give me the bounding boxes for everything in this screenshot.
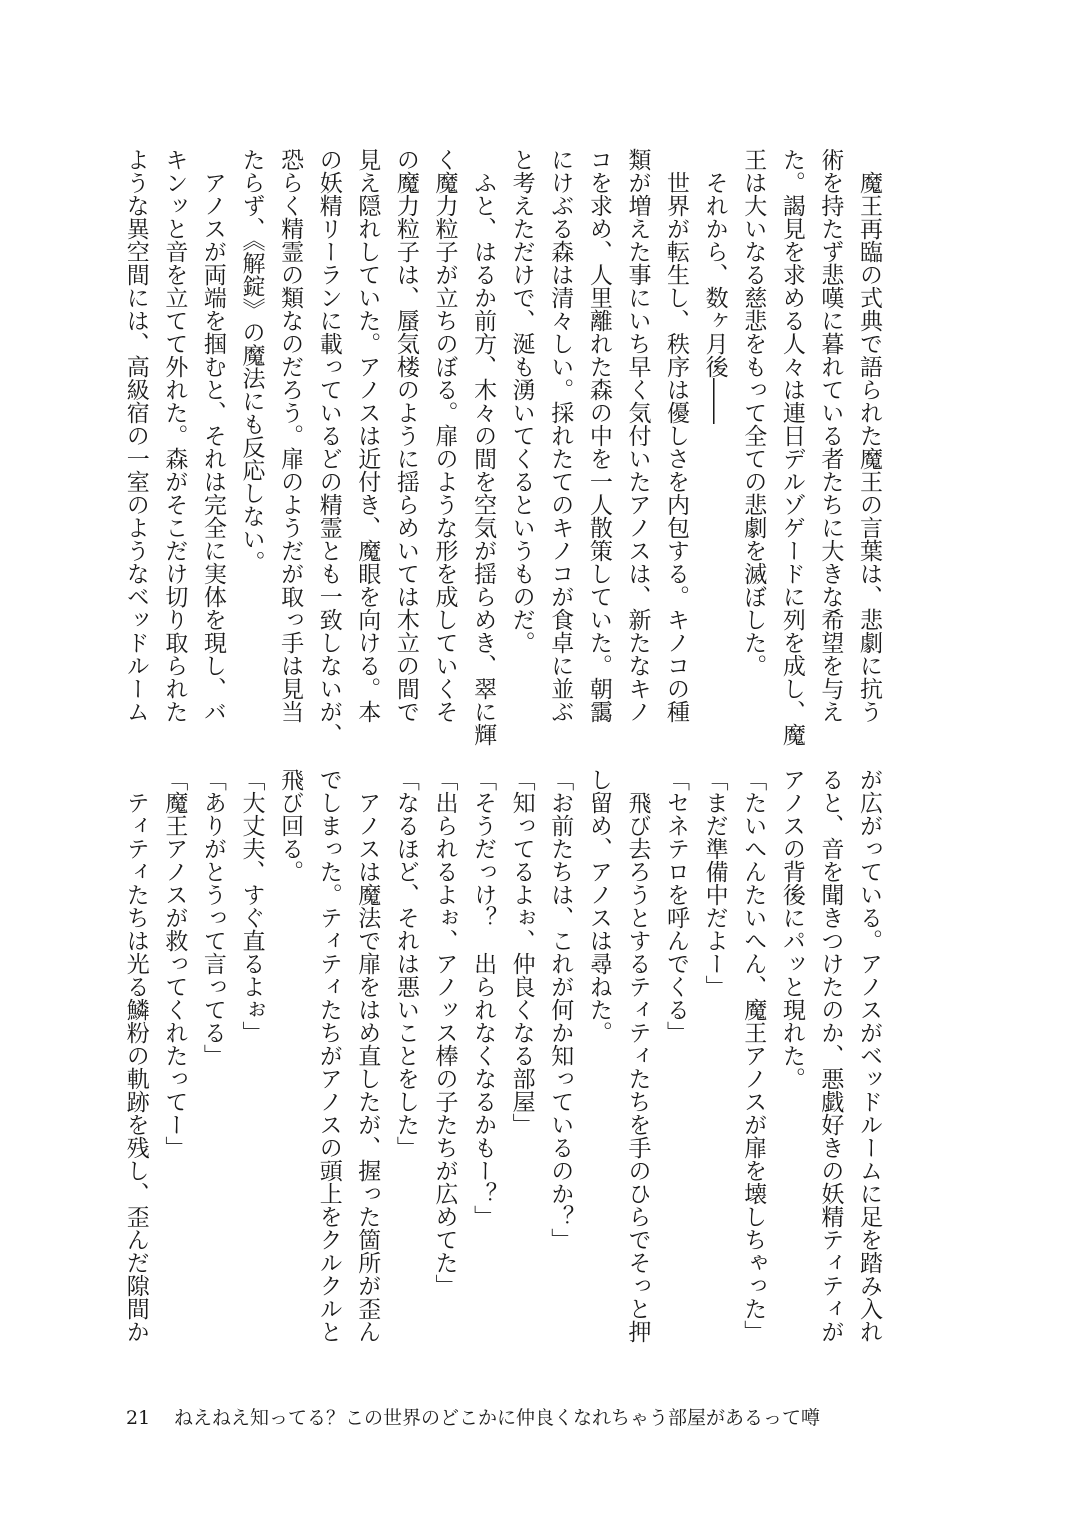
- text-column: アノスが両端を掴むと、それは完全に実体を現し、バ: [199, 148, 226, 723]
- text-column: 「知ってるよぉ、仲良くなる部屋」: [508, 768, 535, 1136]
- text-column: 王は大いなる慈悲をもって全ての悲劇を滅ぼした。: [740, 148, 767, 677]
- text-column: アノスの背後にパッと現れた。: [778, 768, 805, 1090]
- text-column: にけぶる森は清々しい。採れたてのキノコが食卓に並ぶ: [547, 148, 574, 723]
- text-column: 「そうだっけ？ 出られなくなるかもー？」: [470, 768, 497, 1228]
- text-column: 見え隠れしていた。アノスは近付き、魔眼を向ける。本: [354, 148, 381, 723]
- text-column: ふと、はるか前方、木々の間を空気が揺らめき、翠に輝: [470, 148, 497, 746]
- text-column: 「まだ準備中だよー」: [701, 768, 728, 998]
- text-column: 「なるほど、それは悪いことをした」: [392, 768, 419, 1159]
- text-column: 恐らく精霊の類なのだろう。扉のようだが取っ手は見当: [277, 148, 304, 723]
- text-column: 類が増えた事にいち早く気付いたアノスは、新たなキノ: [624, 148, 651, 723]
- text-column: が広がっている。アノスがベッドルームに足を踏み入れ: [856, 768, 882, 1343]
- text-column: コを求め、人里離れた森の中を一人散策していた。朝靄: [585, 148, 612, 723]
- text-column: 術を持たず悲嘆に暮れている者たちに大きな希望を与え: [817, 148, 844, 723]
- text-column: 世界が転生し、秩序は優しさを内包する。キノコの種: [663, 148, 690, 723]
- text-column: し留め、アノスは尋ねた。: [585, 768, 612, 1044]
- text-column: それから、数ヶ月後――: [701, 148, 728, 424]
- text-column: 「魔王アノスが救ってくれたってー」: [161, 768, 188, 1159]
- text-column: 「ありがとうって言ってる」: [199, 768, 226, 1067]
- text-column: 「出られるよぉ、アノッス棒の子たちが広めてた」: [431, 768, 458, 1297]
- text-column: キンッと音を立てて外れた。森がそこだけ切り取られた: [161, 148, 188, 723]
- text-column: 「セネテロを呼んでくる」: [663, 768, 690, 1044]
- text-column: たらず、《解錠》の魔法にも反応しない。: [238, 148, 265, 574]
- text-column: 飛び回る。: [277, 768, 304, 883]
- running-title: ねえねえ知ってる？この世界のどこかに仲良くなれちゃう部屋があるって噂: [174, 1407, 821, 1429]
- top-text-block: [116, 148, 888, 753]
- text-column: アノスは魔法で扉をはめ直したが、握った箇所が歪ん: [354, 768, 381, 1343]
- text-column: ると、音を聞きつけたのか、悪戯好きの妖精ティティが: [817, 768, 844, 1343]
- page-number: 21: [126, 1407, 151, 1429]
- text-column: た。謁見を求める人々は連日デルゾゲードに列を成し、魔: [778, 148, 805, 746]
- text-column: と考えただけで、涎も湧いてくるというものだ。: [508, 148, 535, 654]
- text-column: 魔王再臨の式典で語られた魔王の言葉は、悲劇に抗う: [856, 148, 882, 723]
- page-footer: [126, 1403, 820, 1430]
- text-column: 「大丈夫、すぐ直るよぉ」: [238, 768, 265, 1044]
- text-column: ティティたちは光る鱗粉の軌跡を残し、歪んだ隙間か: [122, 768, 149, 1343]
- text-column: の妖精リーランに載っているどの精霊とも一致しないが、: [315, 148, 342, 746]
- text-column: 「お前たちは、これが何か知っているのか？」: [547, 768, 574, 1251]
- text-column: ような異空間には、高級宿の一室のようなベッドルーム: [122, 148, 149, 723]
- text-column: 飛び去ろうとするティティたちを手のひらでそっと押: [624, 768, 651, 1343]
- text-column: 「たいへんたいへん、魔王アノスが扉を壊しちゃった」: [740, 768, 767, 1343]
- text-column: の魔力粒子は、蜃気楼のように揺らめいては木立の間で: [392, 148, 419, 723]
- text-column: でしまった。ティティたちがアノスの頭上をクルクルと: [315, 768, 342, 1343]
- bottom-text-block: [116, 768, 888, 1378]
- text-column: く魔力粒子が立ちのぼる。扉のような形を成していくそ: [431, 148, 458, 723]
